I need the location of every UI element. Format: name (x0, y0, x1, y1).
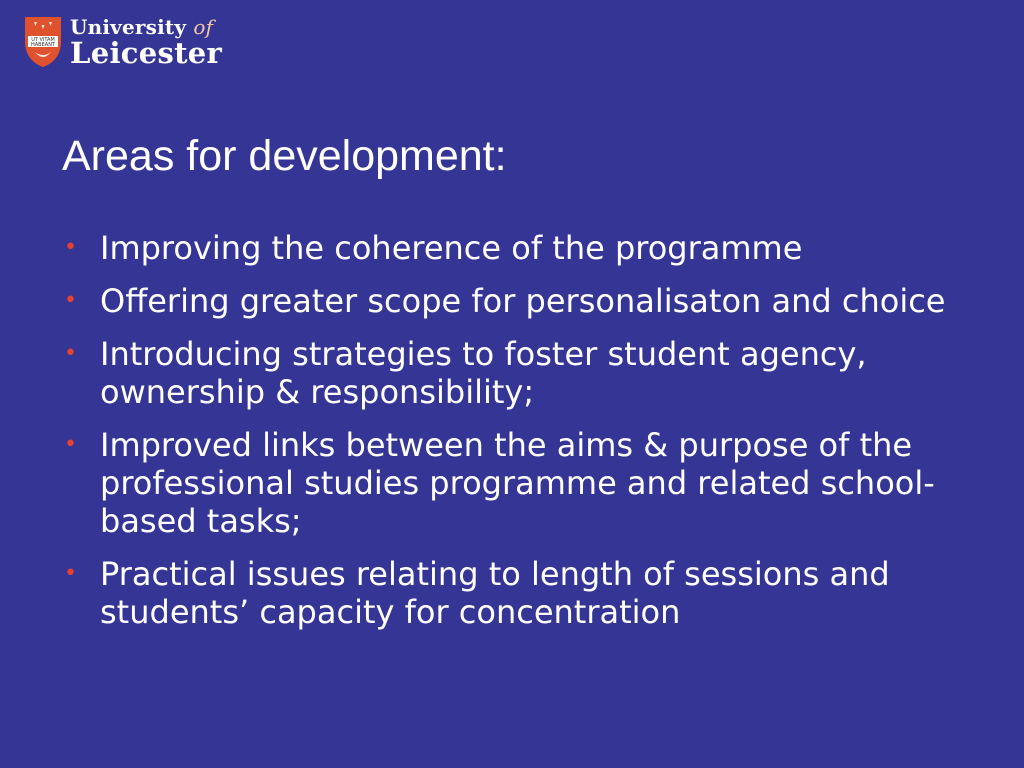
bullet-text: Offering greater scope for personalisaton and choice (100, 282, 946, 320)
svg-text:UT VITAM: UT VITAM (31, 37, 55, 43)
bullet-item (62, 555, 992, 631)
university-wordmark (70, 16, 222, 68)
bullet-item (62, 426, 992, 540)
bullet-item (62, 282, 992, 320)
wordmark-of: of (193, 15, 214, 39)
bullet-text: Practical issues relating to length of sessions and students’ capacity for concentration (100, 555, 890, 631)
bullet-dot-icon: • (64, 288, 77, 313)
bullet-item (62, 229, 992, 267)
bullet-item (62, 335, 992, 411)
bullet-text: Improved links between the aims & purpose of the professional studies programme and related school-based tasks; (100, 426, 935, 540)
slide-title: Areas for development: (62, 132, 507, 180)
wordmark-university: University (70, 15, 187, 39)
bullet-dot-icon: • (64, 561, 77, 586)
bullet-dot-icon: • (64, 432, 77, 457)
university-logo (24, 16, 222, 68)
bullet-text: Introducing strategies to foster student agency, ownership & responsibility; (100, 335, 867, 411)
bullet-dot-icon: • (64, 235, 77, 260)
university-shield-icon (24, 16, 62, 68)
bullet-text: Improving the coherence of the programme (100, 229, 803, 267)
wordmark-line1 (70, 17, 222, 37)
wordmark-leicester: Leicester (70, 36, 223, 70)
bullet-dot-icon: • (64, 341, 77, 366)
bullet-list (62, 229, 992, 646)
svg-text:HABEANT: HABEANT (31, 42, 55, 48)
